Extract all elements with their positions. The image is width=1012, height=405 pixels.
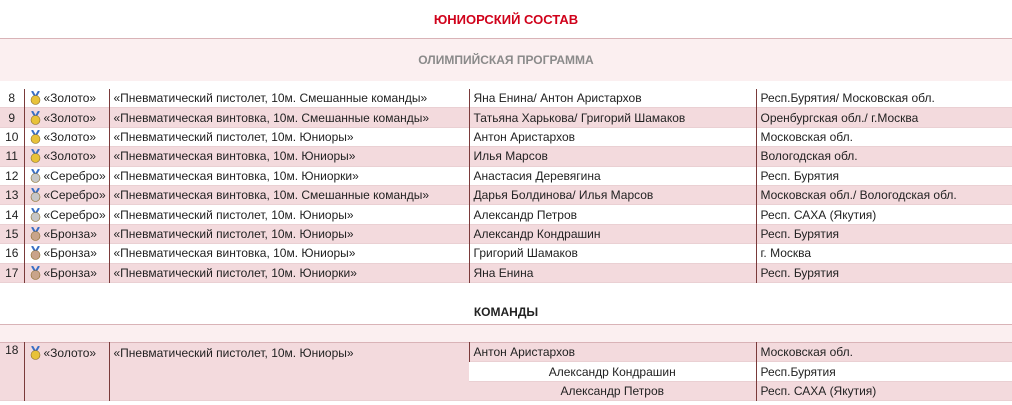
- gold-medal-icon: [29, 149, 42, 163]
- table-row: [0, 244, 1012, 263]
- event-name: «Пневматический пистолет, 10м. Смешанные команды»: [109, 89, 469, 108]
- medal-label: «Серебро»: [43, 207, 106, 222]
- athlete-name: Александр Петров: [469, 381, 756, 400]
- region-name: Оренбургская обл./ г.Москва: [756, 108, 1012, 127]
- section-olympic-program: ОЛИМПИЙСКАЯ ПРОГРАММА: [0, 38, 1012, 81]
- region-name: Московская обл./ Вологодская обл.: [756, 185, 1012, 204]
- region-name: г. Москва: [756, 244, 1012, 263]
- medal-label: «Золото»: [43, 149, 97, 164]
- row-number: 8: [0, 89, 24, 108]
- bronze-medal-icon: [29, 227, 42, 241]
- region-name: Респ. САХА (Якутия): [756, 205, 1012, 224]
- medal-label: «Бронза»: [43, 265, 97, 280]
- medal-label: «Бронза»: [43, 246, 97, 261]
- table-row: [0, 108, 1012, 127]
- medal-cell: [24, 205, 109, 224]
- event-name: «Пневматический пистолет, 10м. Юниоры»: [109, 205, 469, 224]
- row-number: 10: [0, 127, 24, 146]
- region-name: Респ.Бурятия/ Московская обл.: [756, 89, 1012, 108]
- medal-cell: [24, 244, 109, 263]
- event-name: «Пневматический пистолет, 10м. Юниорки»: [109, 263, 469, 282]
- athlete-name: Александр Кондрашин: [469, 224, 756, 243]
- table-row: [0, 343, 1012, 362]
- medal-label: «Золото»: [43, 129, 97, 144]
- medal-cell: [24, 127, 109, 146]
- medal-label: «Серебро»: [43, 188, 106, 203]
- athlete-name: Александр Петров: [469, 205, 756, 224]
- event-name: «Пневматический пистолет, 10м. Юниоры»: [109, 127, 469, 146]
- medal-label: «Золото»: [43, 110, 97, 125]
- medal-cell: [24, 166, 109, 185]
- row-number: 17: [0, 263, 24, 282]
- event-name: «Пневматическая винтовка, 10м. Юниорки»: [109, 166, 469, 185]
- athlete-name: Григорий Шамаков: [469, 244, 756, 263]
- region-name: Респ. Бурятия: [756, 166, 1012, 185]
- medal-cell: [24, 147, 109, 166]
- medal-label: «Золото»: [43, 346, 97, 360]
- row-number: 15: [0, 224, 24, 243]
- row-number: 13: [0, 185, 24, 204]
- event-name: «Пневматическая винтовка, 10м. Смешанные команды»: [109, 108, 469, 127]
- row-number: 9: [0, 108, 24, 127]
- medal-cell: [24, 224, 109, 243]
- region-name: Респ.Бурятия: [756, 362, 1012, 381]
- table-row: [0, 166, 1012, 185]
- row-number: 12: [0, 166, 24, 185]
- event-name: «Пневматическая винтовка, 10м. Юниоры»: [109, 147, 469, 166]
- athlete-name: Антон Аристархов: [469, 127, 756, 146]
- medal-cell: [24, 343, 109, 401]
- table-row: [0, 185, 1012, 204]
- medal-cell: [24, 185, 109, 204]
- row-number: 16: [0, 244, 24, 263]
- region-name: Респ. САХА (Якутия): [756, 381, 1012, 400]
- event-name: «Пневматическая винтовка, 10м. Смешанные команды»: [109, 185, 469, 204]
- athlete-name: Татьяна Харькова/ Григорий Шамаков: [469, 108, 756, 127]
- gold-medal-icon: [29, 346, 42, 360]
- section-teams: КОМАНДЫ: [473, 305, 539, 319]
- event-name: «Пневматическая винтовка, 10м. Юниоры»: [109, 244, 469, 263]
- silver-medal-icon: [29, 169, 42, 183]
- table-row: [0, 127, 1012, 146]
- athlete-name: Илья Марсов: [469, 147, 756, 166]
- silver-medal-icon: [29, 208, 42, 222]
- athlete-name: Александр Кондрашин: [469, 362, 756, 381]
- event-name: «Пневматический пистолет, 10м. Юниоры»: [109, 343, 469, 401]
- athlete-name: Яна Енина/ Антон Аристархов: [469, 89, 756, 108]
- athlete-name: Дарья Болдинова/ Илья Марсов: [469, 185, 756, 204]
- row-number: 18: [0, 343, 24, 401]
- table-row: [0, 205, 1012, 224]
- silver-medal-icon: [29, 188, 42, 202]
- gold-medal-icon: [29, 91, 42, 105]
- medal-cell: [24, 89, 109, 108]
- bronze-medal-icon: [29, 246, 42, 260]
- results-table: [0, 89, 1012, 283]
- region-name: Вологодская обл.: [756, 147, 1012, 166]
- athlete-name: Анастасия Деревягина: [469, 166, 756, 185]
- region-name: Респ. Бурятия: [756, 263, 1012, 282]
- medal-label: «Серебро»: [43, 168, 106, 183]
- event-name: «Пневматический пистолет, 10м. Юниоры»: [109, 224, 469, 243]
- table-row: [0, 224, 1012, 243]
- medal-label: «Бронза»: [43, 226, 97, 241]
- athlete-name: Антон Аристархов: [469, 343, 756, 362]
- region-name: Респ. Бурятия: [756, 224, 1012, 243]
- table-row: [0, 147, 1012, 166]
- medal-label: «Золото»: [43, 91, 97, 106]
- gold-medal-icon: [29, 111, 42, 125]
- row-number: 14: [0, 205, 24, 224]
- region-name: Московская обл.: [756, 343, 1012, 362]
- row-number: 11: [0, 147, 24, 166]
- region-name: Московская обл.: [756, 127, 1012, 146]
- gold-medal-icon: [29, 130, 42, 144]
- teams-table: [0, 342, 1012, 401]
- table-row: [0, 89, 1012, 108]
- medal-cell: [24, 108, 109, 127]
- page-title: ЮНИОРСКИЙ СОСТАВ: [433, 12, 579, 27]
- athlete-name: Яна Енина: [469, 263, 756, 282]
